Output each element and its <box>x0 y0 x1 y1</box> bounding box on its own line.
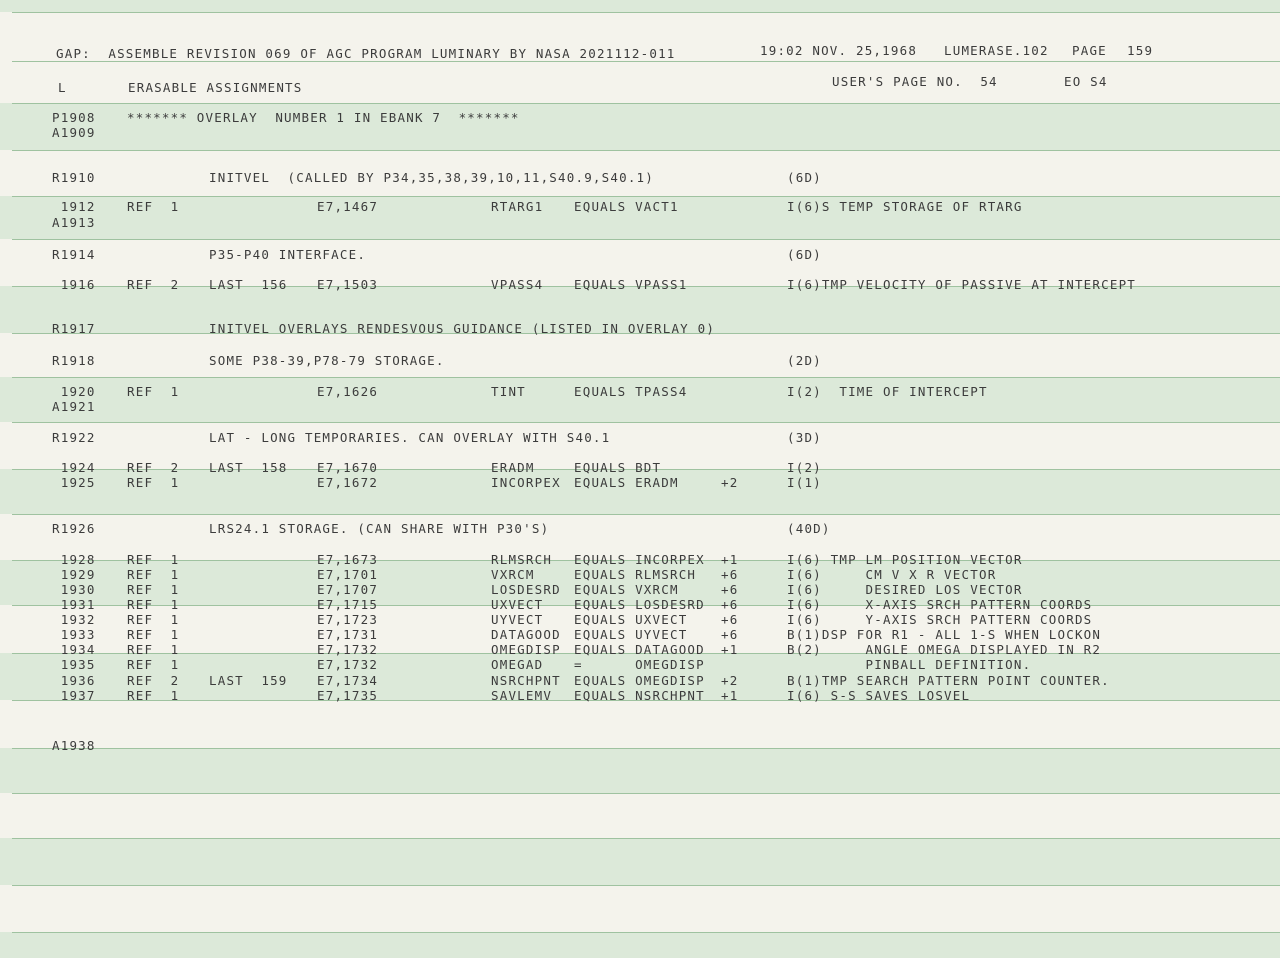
statement-text: LAT - LONG TEMPORARIES. CAN OVERLAY WITH S40.1 <box>209 430 611 445</box>
address: E7,1731 <box>317 627 379 642</box>
address: E7,1701 <box>317 567 379 582</box>
line-number: 1935 <box>52 657 96 672</box>
comment: (3D) <box>787 430 822 445</box>
statement-text: INITVEL OVERLAYS RENDESVOUS GUIDANCE (LISTED IN OVERLAY 0) <box>209 321 716 336</box>
paper-rule <box>12 150 1280 151</box>
ref-count: REF 1 <box>127 475 180 490</box>
comment: I(6) TMP LM POSITION VECTOR <box>787 552 1023 567</box>
line-number: 1928 <box>52 552 96 567</box>
symbol-name: OMEGDISP <box>491 642 561 657</box>
ref-count: REF 2 <box>127 460 180 475</box>
comment: (6D) <box>787 170 822 185</box>
ref-count: REF 1 <box>127 567 180 582</box>
symbol-name: UYVECT <box>491 612 544 627</box>
equals-operand: EQUALS DATAGOOD <box>574 642 705 657</box>
line-number: 1934 <box>52 642 96 657</box>
equals-operand: EQUALS TPASS4 <box>574 384 688 399</box>
address: E7,1670 <box>317 460 379 475</box>
address: E7,1734 <box>317 673 379 688</box>
statement-text: INITVEL (CALLED BY P34,35,38,39,10,11,S40.9,S40.1) <box>209 170 655 185</box>
line-number: 1916 <box>52 277 96 292</box>
equals-operand: EQUALS VXRCM <box>574 582 679 597</box>
line-number: R1918 <box>52 353 96 368</box>
paper-rule <box>12 514 1280 515</box>
symbol-name: ERADM <box>491 460 535 475</box>
section-title: ERASABLE ASSIGNMENTS <box>128 80 303 95</box>
comment: I(6)S TEMP STORAGE OF RTARG <box>787 199 1023 214</box>
comment: I(6)TMP VELOCITY OF PASSIVE AT INTERCEPT <box>787 277 1137 292</box>
paper-rule <box>12 239 1280 240</box>
assembly-title: GAP: ASSEMBLE REVISION 069 OF AGC PROGRAM LUMINARY BY NASA 2021112-011 <box>56 46 676 61</box>
offset: +1 <box>721 642 739 657</box>
symbol-name: VXRCM <box>491 567 535 582</box>
line-number: A1938 <box>52 738 96 753</box>
ref-count: REF 1 <box>127 627 180 642</box>
ref-count: REF 1 <box>127 384 180 399</box>
line-number: 1933 <box>52 627 96 642</box>
symbol-name: INCORPEX <box>491 475 561 490</box>
address: E7,1673 <box>317 552 379 567</box>
offset: +6 <box>721 612 739 627</box>
line-number: R1910 <box>52 170 96 185</box>
ref-count: REF 1 <box>127 582 180 597</box>
comment: I(6) X-AXIS SRCH PATTERN COORDS <box>787 597 1093 612</box>
paper-rule <box>12 838 1280 839</box>
line-number: P1908 <box>52 110 96 125</box>
equals-operand: EQUALS VACT1 <box>574 199 679 214</box>
listing-file-name: LUMERASE.102 <box>944 43 1049 58</box>
paper-rule <box>12 103 1280 104</box>
line-number: R1914 <box>52 247 96 262</box>
address: E7,1672 <box>317 475 379 490</box>
symbol-name: OMEGAD <box>491 657 544 672</box>
symbol-name: NSRCHPNT <box>491 673 561 688</box>
offset: +6 <box>721 567 739 582</box>
print-datetime: 19:02 NOV. 25,1968 <box>760 43 918 58</box>
offset: +2 <box>721 673 739 688</box>
ref-count: REF 2 <box>127 673 180 688</box>
equals-operand: EQUALS RLMSRCH <box>574 567 697 582</box>
line-number: R1922 <box>52 430 96 445</box>
symbol-name: SAVLEMV <box>491 688 553 703</box>
statement-text: LAST 158 <box>209 460 288 475</box>
comment: I(6) S-S SAVES LOSVEL <box>787 688 971 703</box>
offset: +6 <box>721 627 739 642</box>
line-number: 1924 <box>52 460 96 475</box>
address: E7,1723 <box>317 612 379 627</box>
paper-rule <box>12 12 1280 13</box>
comment: B(1)TMP SEARCH PATTERN POINT COUNTER. <box>787 673 1110 688</box>
symbol-name: RTARG1 <box>491 199 544 214</box>
address: E7,1707 <box>317 582 379 597</box>
comment: B(2) ANGLE OMEGA DISPLAYED IN R2 <box>787 642 1102 657</box>
comment: (40D) <box>787 521 831 536</box>
symbol-name: LOSDESRD <box>491 582 561 597</box>
comment: (6D) <box>787 247 822 262</box>
offset: +1 <box>721 688 739 703</box>
line-number: A1913 <box>52 215 96 230</box>
column-l-marker: L <box>58 80 67 95</box>
paper-rule <box>12 422 1280 423</box>
symbol-name: UXVECT <box>491 597 544 612</box>
equals-operand: EQUALS ERADM <box>574 475 679 490</box>
equals-operand: EQUALS BDT <box>574 460 662 475</box>
equals-operand: = OMEGDISP <box>574 657 705 672</box>
line-number: 1929 <box>52 567 96 582</box>
equals-operand: EQUALS UXVECT <box>574 612 688 627</box>
ref-count: REF 1 <box>127 597 180 612</box>
comment: B(1)DSP FOR R1 - ALL 1-S WHEN LOCKON <box>787 627 1102 642</box>
equals-operand: EQUALS INCORPEX <box>574 552 705 567</box>
address: E7,1735 <box>317 688 379 703</box>
ref-count: REF 1 <box>127 657 180 672</box>
paper-rule <box>12 748 1280 749</box>
paper-band <box>0 838 1280 885</box>
ref-count: ******* OVERLAY NUMBER 1 IN EBANK 7 ******* <box>127 110 520 125</box>
offset: +2 <box>721 475 739 490</box>
address: E7,1626 <box>317 384 379 399</box>
comment: (2D) <box>787 353 822 368</box>
ref-count: REF 1 <box>127 199 180 214</box>
comment: PINBALL DEFINITION. <box>787 657 1032 672</box>
paper-rule <box>12 793 1280 794</box>
offset: +6 <box>721 597 739 612</box>
line-number: 1936 <box>52 673 96 688</box>
paper-band <box>0 748 1280 793</box>
paper-rule <box>12 61 1280 62</box>
equals-operand: EQUALS OMEGDISP <box>574 673 705 688</box>
statement-text: P35-P40 INTERFACE. <box>209 247 367 262</box>
comment: I(6) CM V X R VECTOR <box>787 567 997 582</box>
comment: I(6) Y-AXIS SRCH PATTERN COORDS <box>787 612 1093 627</box>
equals-operand: EQUALS LOSDESRD <box>574 597 705 612</box>
statement-text: LAST 159 <box>209 673 288 688</box>
line-number: A1921 <box>52 399 96 414</box>
line-number: 1925 <box>52 475 96 490</box>
line-number: 1937 <box>52 688 96 703</box>
paper-rule <box>12 932 1280 933</box>
paper-rule <box>12 196 1280 197</box>
address: E7,1467 <box>317 199 379 214</box>
comment: I(2) <box>787 460 822 475</box>
line-number: 1930 <box>52 582 96 597</box>
statement-text: SOME P38-39,P78-79 STORAGE. <box>209 353 445 368</box>
line-number: 1912 <box>52 199 96 214</box>
statement-text: LAST 156 <box>209 277 288 292</box>
address: E7,1732 <box>317 657 379 672</box>
offset: +1 <box>721 552 739 567</box>
paper-band <box>0 932 1280 958</box>
address: E7,1715 <box>317 597 379 612</box>
address: E7,1732 <box>317 642 379 657</box>
page-label: PAGE <box>1072 43 1107 58</box>
equals-operand: EQUALS NSRCHPNT <box>574 688 705 703</box>
line-number: R1917 <box>52 321 96 336</box>
paper-band <box>0 0 1280 12</box>
address: E7,1503 <box>317 277 379 292</box>
page-number: 159 <box>1127 43 1154 58</box>
symbol-name: VPASS4 <box>491 277 544 292</box>
users-page-number: USER'S PAGE NO. 54 <box>832 74 998 89</box>
comment: I(6) DESIRED LOS VECTOR <box>787 582 1023 597</box>
ref-count: REF 1 <box>127 688 180 703</box>
line-number: R1926 <box>52 521 96 536</box>
eo-marker: EO S4 <box>1064 74 1108 89</box>
line-number: A1909 <box>52 125 96 140</box>
symbol-name: RLMSRCH <box>491 552 553 567</box>
line-number: 1931 <box>52 597 96 612</box>
ref-count: REF 1 <box>127 612 180 627</box>
comment: I(1) <box>787 475 822 490</box>
ref-count: REF 2 <box>127 277 180 292</box>
symbol-name: TINT <box>491 384 526 399</box>
line-number: 1932 <box>52 612 96 627</box>
paper-rule <box>12 885 1280 886</box>
symbol-name: DATAGOOD <box>491 627 561 642</box>
equals-operand: EQUALS VPASS1 <box>574 277 688 292</box>
statement-text: LRS24.1 STORAGE. (CAN SHARE WITH P30'S) <box>209 521 550 536</box>
ref-count: REF 1 <box>127 642 180 657</box>
ref-count: REF 1 <box>127 552 180 567</box>
paper-rule <box>12 377 1280 378</box>
comment: I(2) TIME OF INTERCEPT <box>787 384 988 399</box>
equals-operand: EQUALS UYVECT <box>574 627 688 642</box>
offset: +6 <box>721 582 739 597</box>
line-number: 1920 <box>52 384 96 399</box>
